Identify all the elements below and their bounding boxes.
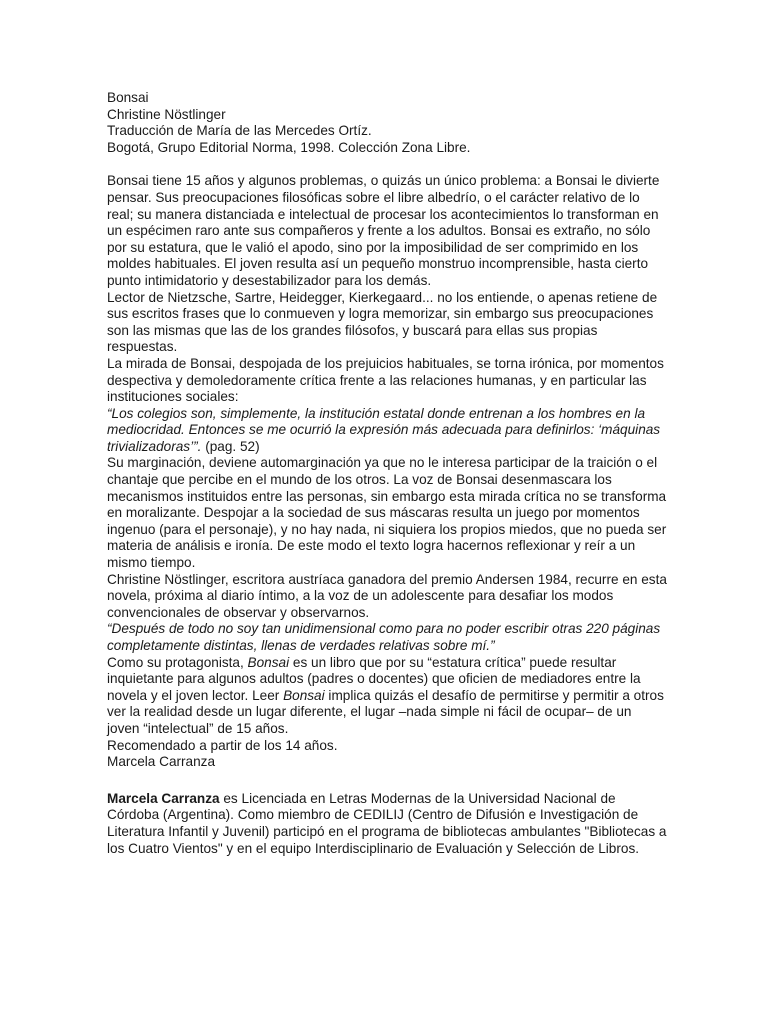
review-paragraph-4: Su marginación, deviene automarginación ya que no le interesa participar de la traición o el chantaje que percibe en el mundo de los otros. La voz de Bonsai desenmascara los mecanismos instituidos entre las personas, sin embargo esta mirada crítica no se transforma en moralizante. Despojar a la sociedad de sus máscaras resulta un juego por momentos ingenuo (para el personaje), y no hay nada, ni siquiera los propios miedos, que no pueda ser materia de análisis e ironía. De este modo el texto logra hacernos reflexionar y reír a un mismo tiempo. bbox=[107, 455, 667, 571]
book-author: Christine Nöstlinger bbox=[107, 106, 226, 122]
review-paragraph-5: Christine Nöstlinger, escritora austríaca ganadora del premio Andersen 1984, recurre en esta novela, próxima al diario íntimo, a la voz de un adolescente para desafiar los modos convencionales de observar y observarnos. bbox=[107, 571, 667, 620]
review-paragraph-2: Lector de Nietzsche, Sartre, Heidegger, Kierkegaard... no los entiende, o apenas retiene de sus escritos frases que lo conmueven y logra memorizar, sin embargo sus preocupaciones son las mismas que las de los grandes filósofos, y buscará para ellas sus propias respuestas. bbox=[107, 289, 658, 355]
book-translation: Traducción de María de las Mercedes Ortíz. bbox=[107, 123, 372, 139]
quote-1-reference: (pag. 52) bbox=[201, 438, 260, 454]
review-body bbox=[107, 173, 667, 770]
p6-title-2: Bonsai bbox=[283, 687, 325, 703]
quote-2-text: “Después de todo no soy tan unidimensional como para no poder escribir otras 220 páginas completamente distintas, llenas de verdades relativas sobre mí.” bbox=[107, 621, 661, 653]
book-header bbox=[107, 90, 667, 156]
bio-name: Marcela Carranza bbox=[107, 790, 220, 806]
p6-part-a: Como su protagonista, bbox=[107, 654, 248, 670]
spacer bbox=[107, 156, 667, 173]
book-title: Bonsai bbox=[107, 90, 149, 105]
quote-1-text: “Los colegios son, simplemente, la institución estatal donde entrenan a los hombres en la mediocridad. Entonces se me ocurrió la expresión más adecuada para definirlos: ‘máquinas trivializadoras’”. bbox=[107, 405, 661, 454]
review-paragraph-6 bbox=[107, 655, 667, 738]
p6-part-c: implica quizás el desafío de permitirse y permitir a otros ver la realidad desde un lugar diferente, el lugar –nada simple ni fácil de ocupar– de un joven “intelectual” de 15 años. bbox=[107, 687, 664, 736]
bio-text: es Licenciada en Letras Modernas de la Universidad Nacional de Córdoba (Argentina). Como miembro de CEDILIJ (Centro de Difusión e Investigación de Literatura Infantil y Juvenil) participó en el programa de bibliotecas ambulantes "Bibliotecas a los Cuatro Vientos" y en el equipo Interdisciplinario de Evaluación y Selección de Libros. bbox=[107, 790, 667, 856]
p6-title-1: Bonsai bbox=[247, 654, 290, 670]
document-page bbox=[107, 90, 667, 857]
book-publication: Bogotá, Grupo Editorial Norma, 1998. Colección Zona Libre. bbox=[107, 139, 471, 155]
review-signature: Marcela Carranza bbox=[107, 754, 216, 770]
review-paragraph-1: Bonsai tiene 15 años y algunos problemas, o quizás un único problema: a Bonsai le divierte pensar. Sus preocupaciones filosóficas sobre el libre albedrío, o el carácter relativo de lo real; su manera distanciada e intelectual de procesar los acontecimientos lo transforman en un espécimen raro ante sus compañeros y frente a los adultos. Bonsai es extraño, no sólo por su estatura, que le valió el apodo, sino por la imposibilidad de ser comprimido en los moldes habituales. El joven resulta así un pequeño monstruo incomprensible, hasta cierto punto intimidatorio y desestabilizador para los demás. bbox=[107, 173, 660, 288]
review-recommendation: Recomendado a partir de los 14 años. bbox=[107, 737, 338, 753]
review-quote-1 bbox=[107, 406, 667, 456]
spacer bbox=[107, 771, 667, 791]
p6-part-b: es un libro que por su “estatura crítica” puede resultar inquietante para algunos adultos (padres o docentes) que oficien de mediadores entre la novela y el joven lector. Leer bbox=[107, 654, 641, 703]
author-bio bbox=[107, 791, 667, 857]
review-paragraph-3: La mirada de Bonsai, despojada de los prejuicios habituales, se torna irónica, por momentos despectiva y demoledoramente crítica frente a las relaciones humanas, y en particular las instituciones sociales: bbox=[107, 355, 664, 405]
review-quote-2 bbox=[107, 621, 667, 654]
